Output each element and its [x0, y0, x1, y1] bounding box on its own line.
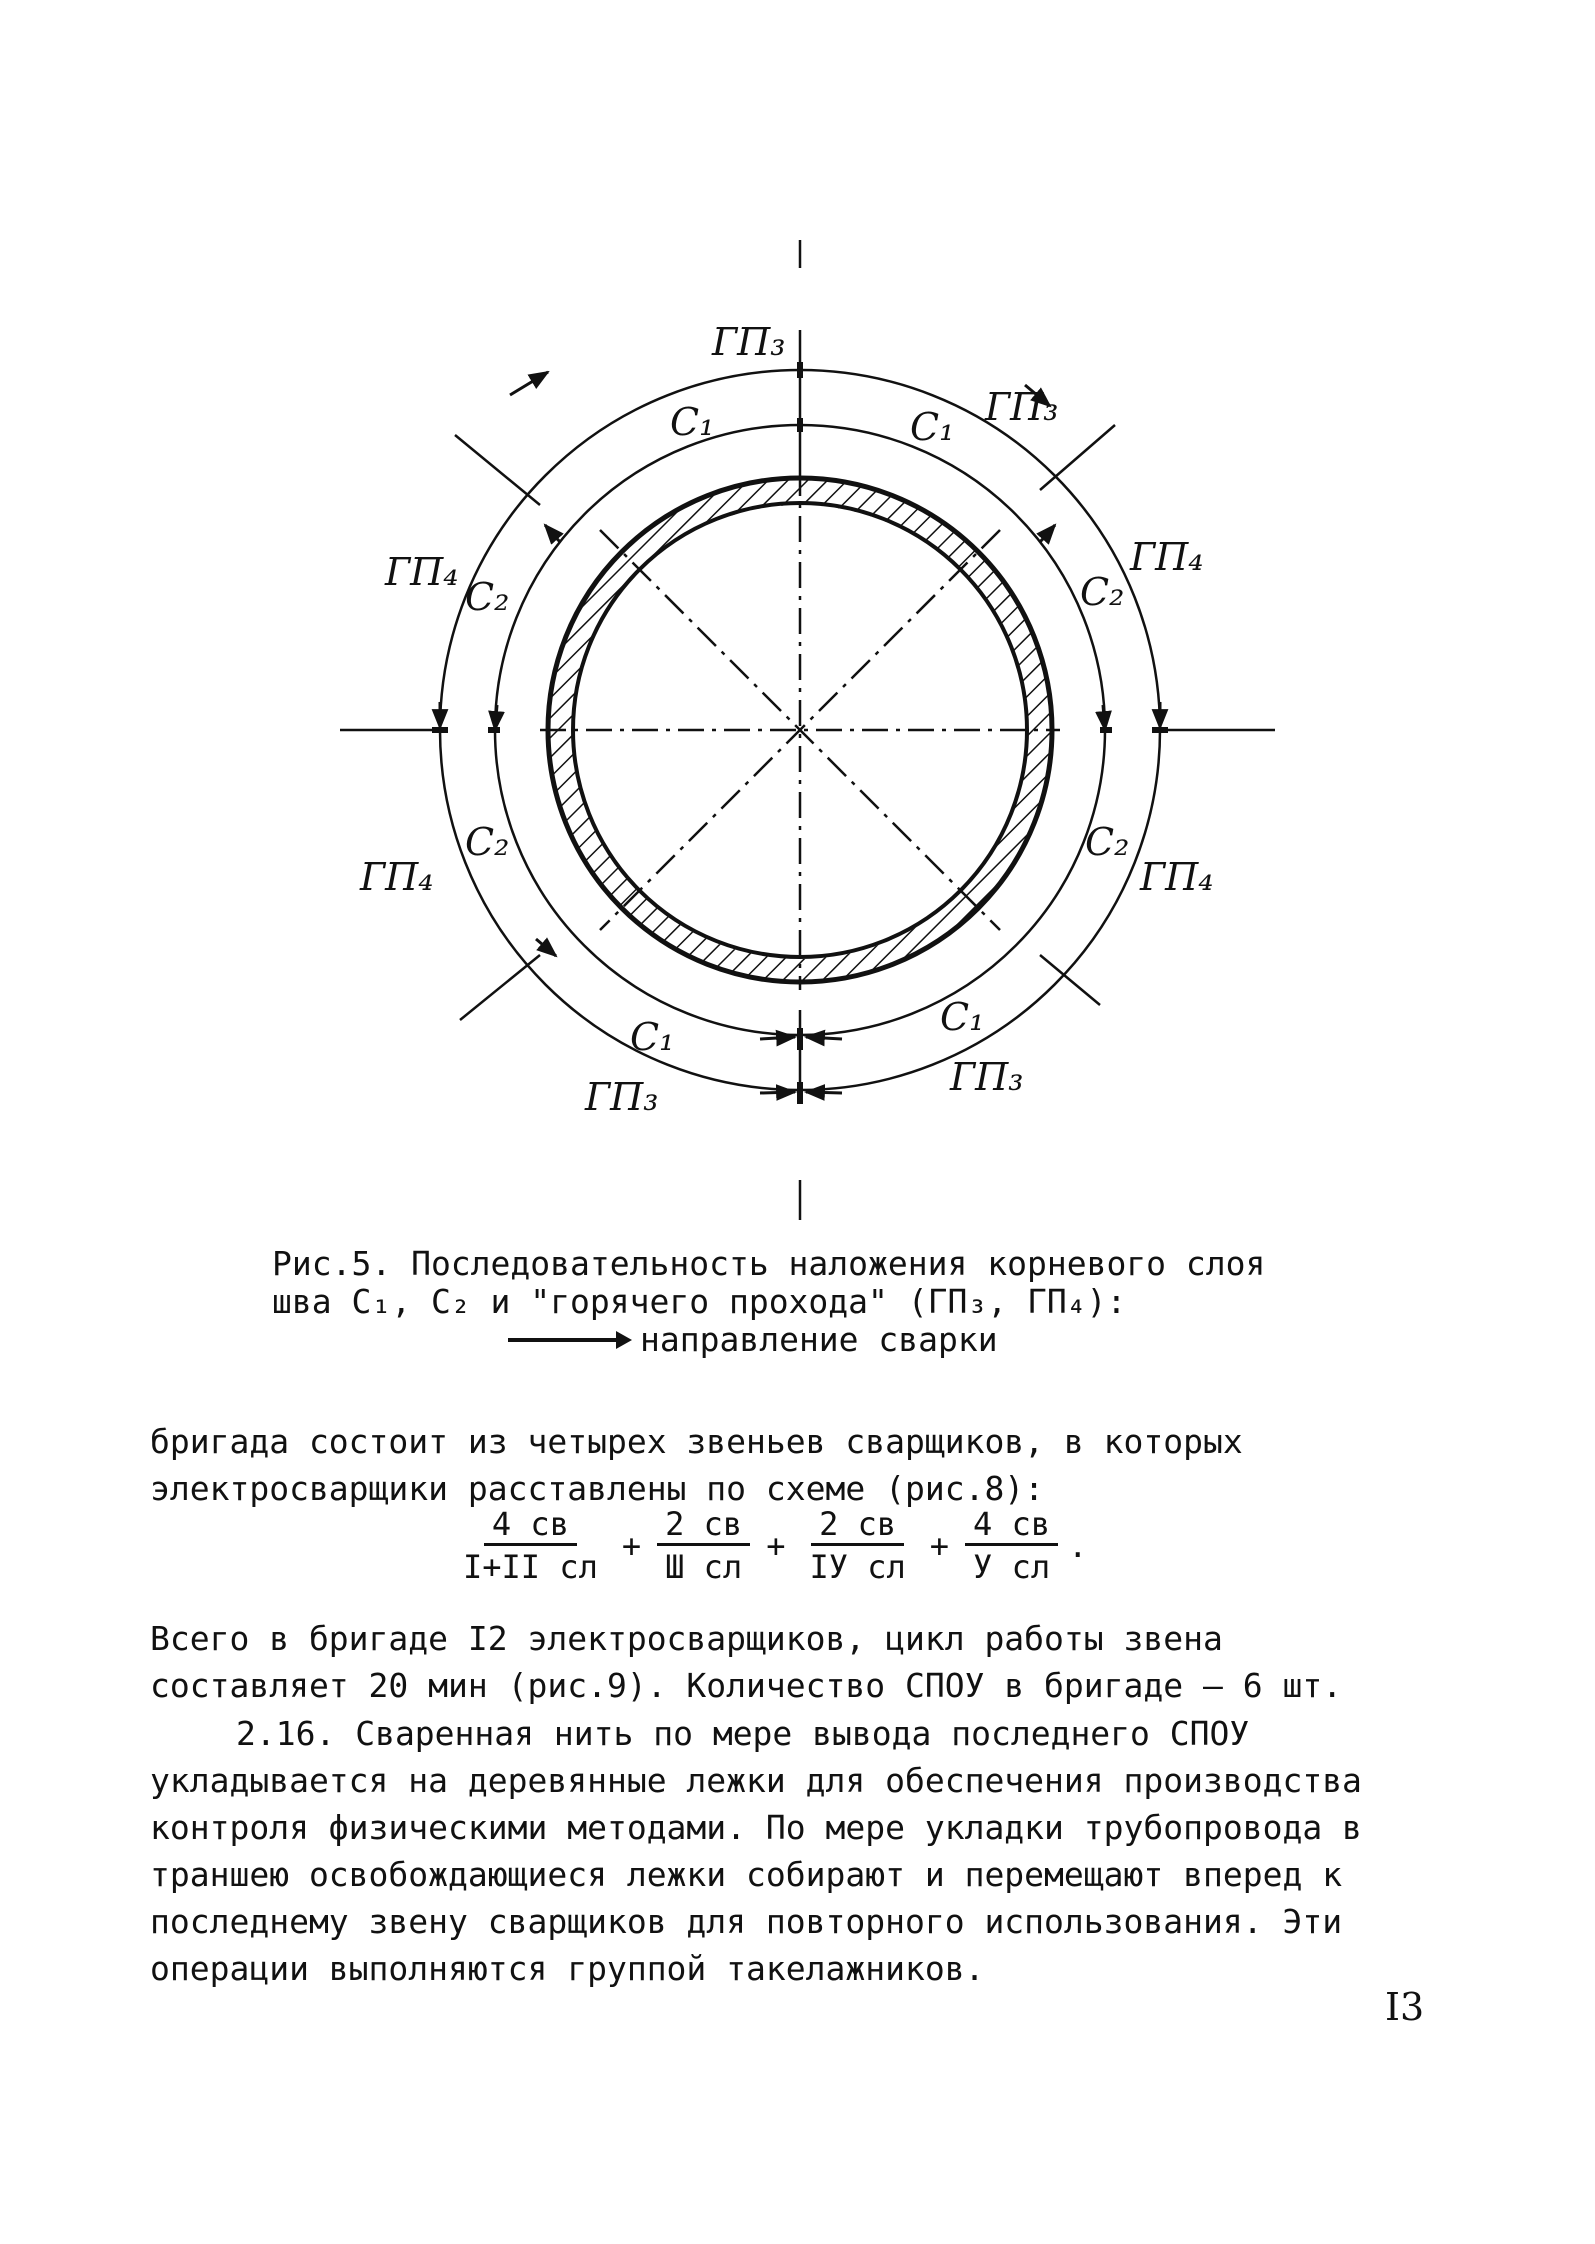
fraction-4 — [965, 1505, 1058, 1586]
fraction-4-num: 4 св — [965, 1505, 1058, 1546]
fraction-1-den: I+II сл — [463, 1548, 598, 1586]
fraction-3 — [801, 1505, 913, 1586]
page-number: I3 — [1385, 1985, 1425, 2029]
fraction-2-num: 2 св — [657, 1505, 750, 1546]
paragraph-brigade: бригада состоит из четырех звеньев сварщиков, в которых электросварщики расставлены по схеме (рис.8): — [150, 1422, 1243, 1508]
caption-line-1: Рис.5. Последовательность наложения корневого слоя — [272, 1244, 1266, 1283]
figure-legend — [508, 1320, 998, 1359]
plus-sign: + — [621, 1526, 642, 1565]
formula-end: . — [1068, 1526, 1088, 1565]
fraction-1 — [455, 1505, 606, 1586]
plus-sign: + — [766, 1526, 786, 1565]
fraction-1-num: 4 св — [484, 1505, 577, 1546]
label-c1-top-right: C₁ — [910, 405, 955, 449]
paragraph-2-16: 2.16. Сваренная нить по мере вывода последнего СПОУ укладывается на деревянные лежки для обеспечения производства контроля физическими методами. По мере укладки трубопровода в траншею освобождающиеся лежки собирают и перемещают вперед к последнему звену сварщиков для повторного использования. Эти операции выполняются группой такелажников. — [150, 1714, 1362, 1988]
paragraph-total: Всего в бригаде I2 электросварщиков, цикл работы звена составляет 20 мин (рис.9). Количество СПОУ в бригаде – 6 шт. — [150, 1619, 1343, 1705]
label-c1-bottom-left: C₁ — [630, 1015, 675, 1059]
fraction-2 — [657, 1505, 750, 1586]
plus-sign: + — [929, 1526, 950, 1565]
fraction-2-den: Ш сл — [665, 1548, 743, 1586]
fraction-3-den: IУ сл — [809, 1548, 906, 1586]
label-c2-right-upper: C₂ — [1080, 570, 1125, 614]
label-gp4-left-lower: ГП₄ — [360, 855, 434, 899]
label-c2-left-upper: C₂ — [465, 575, 510, 619]
label-gp3-upper-right: ГП₃ — [985, 385, 1059, 429]
label-c2-right-lower: C₂ — [1085, 820, 1130, 864]
label-gp3-bottom-right: ГП₃ — [950, 1055, 1024, 1099]
formula — [445, 1505, 1087, 1586]
label-gp4-right-lower: ГП₄ — [1140, 855, 1214, 899]
caption-line-2: шва C₁, C₂ и "горячего прохода" (ГП₃, ГП₄): — [272, 1282, 1127, 1321]
arrow-icon — [508, 1338, 628, 1342]
label-c1-top-left: C₁ — [670, 400, 715, 444]
label-c1-bottom-right: C₁ — [940, 995, 985, 1039]
label-gp4-left-upper: ГП₄ — [385, 550, 459, 594]
label-gp3-bottom-left: ГП₃ — [585, 1075, 659, 1119]
label-c2-left-lower: C₂ — [465, 820, 510, 864]
label-gp3-top: ГП₃ — [712, 320, 786, 364]
fraction-3-num: 2 св — [811, 1505, 904, 1546]
fraction-4-den: У сл — [973, 1548, 1051, 1586]
label-gp4-right: ГП₄ — [1130, 535, 1204, 579]
legend-text: направление сварки — [640, 1320, 998, 1359]
figure-caption — [272, 1245, 1372, 1321]
center-lines — [340, 240, 1275, 1220]
